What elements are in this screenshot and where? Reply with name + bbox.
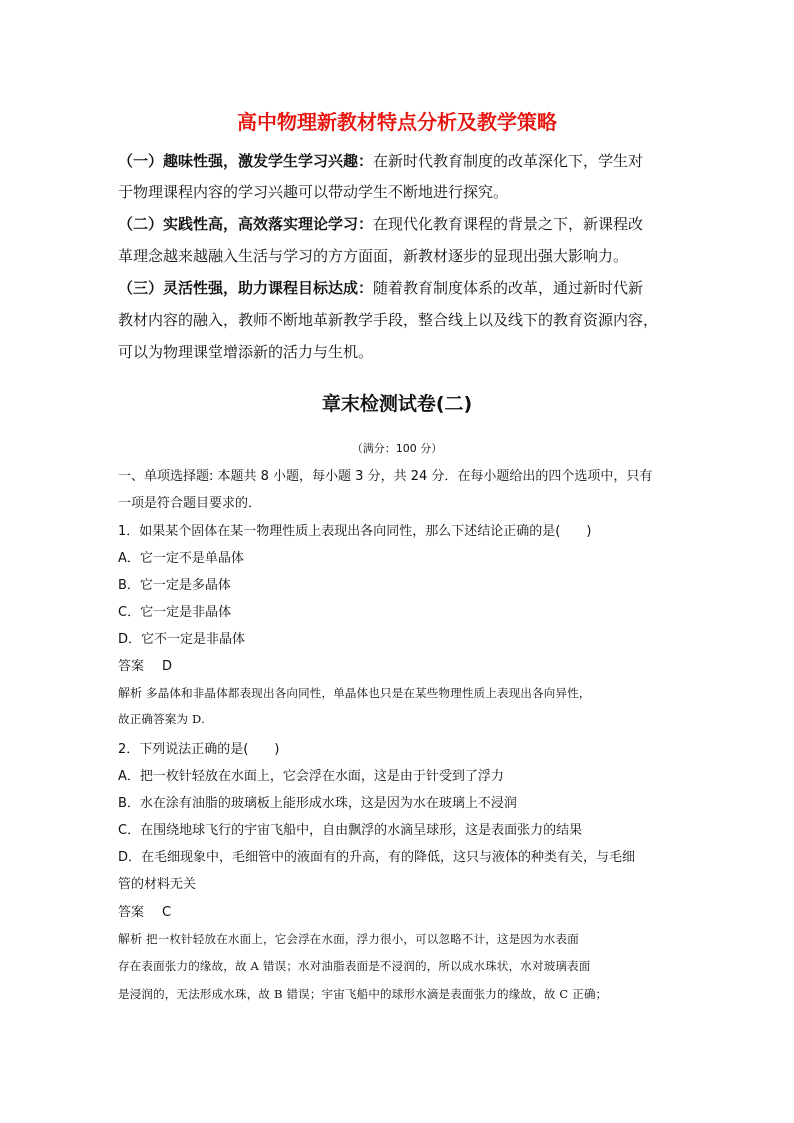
question-2-option-d: D．在毛细现象中，毛细管中的液面有的升高，有的降低，这只与液体的种类有关，与毛细 [118,850,636,865]
intro-paragraph-3 [118,277,643,298]
exam-score: （满分：100 分） [351,442,443,455]
question-2-option-d-cont: 管的材料无关 [118,877,197,892]
question-1-option-c: C．它一定是非晶体 [118,605,232,620]
intro-paragraph-2 [118,213,643,234]
intro-paragraph-1 [118,150,643,171]
page-title: 高中物理新教材特点分析及教学策略 [237,110,557,134]
question-1-option-d: D．它不一定是非晶体 [118,632,246,647]
question-1-option-a: A．它一定不是单晶体 [118,551,244,566]
question-2-answer [118,901,171,920]
question-1-answer [118,655,172,674]
question-2-option-a: A．把一枚针轻放在水面上，它会浮在水面，这是由于针受到了浮力 [118,769,504,784]
question-2-option-c: C．在围绕地球飞行的宇宙飞船中，自由飘浮的水滴呈球形，这是表面张力的结果 [118,823,583,838]
intro-line: 于物理课程内容的学习兴趣可以带动学生不断地进行探究。 [118,183,509,201]
intro-heading-2: （二）实践性高，高效落实理论学习： [118,215,374,233]
answer-label: 答案 [118,659,145,674]
question-2-explanation-cont: 是浸润的，无法形成水珠，故 B 错误；宇宙飞船中的球形水滴是表面张力的缘故，故 C 正确； [118,987,608,1001]
question-2-option-b: B．水在涂有油脂的玻璃板上能形成水珠，这是因为水在玻璃上不浸润 [118,796,517,811]
question-1-explanation [118,684,591,701]
question-1-option-b: B．它一定是多晶体 [118,578,231,593]
exam-title: 章末检测试卷(二) [321,393,473,415]
question-2-explanation-cont: 存在表面张力的缘故，故 A 错误；水对油脂表面是不浸润的，所以成水珠状，水对玻璃表面 [118,959,591,973]
question-1-stem: 1．如果某个固体在某一物理性质上表现出各向同性，那么下述结论正确的是( ) [118,524,592,539]
explain-text: 多晶体和非晶体都表现出各向同性，单晶体也只是在某些物理性质上表现出各向异性， [146,686,591,700]
question-2-explanation [118,930,579,947]
question-1-explanation-cont: 故正确答案为 D. [118,712,205,726]
intro-text-2: 在现代化教育课程的背景之下，新课程改 [373,215,644,233]
intro-line: 革理念越来越融入生活与学习的方方面面，新教材逐步的显现出强大影响力。 [118,247,629,265]
explain-label: 解析 [118,686,143,700]
explain-text: 把一枚针轻放在水面上，它会浮在水面，浮力很小，可以忽略不计，这是因为水表面 [146,932,579,946]
intro-text-3: 随着教育制度体系的改革，通过新时代新 [373,279,644,297]
intro-line: 教材内容的融入，教师不断地革新教学手段，整合线上以及线下的教育资源内容， [118,311,659,329]
section-heading: 一、单项选择题: 本题共 8 小题，每小题 3 分，共 24 分．在每小题给出的四个选项中，只有 [118,469,653,484]
intro-heading-1: （一）趣味性强，激发学生学习兴趣： [118,152,374,170]
section-heading-cont: 一项是符合题目要求的． [118,496,262,511]
intro-line: 可以为物理课堂增添新的活力与生机。 [118,343,374,361]
answer-value: D [162,659,173,674]
answer-label: 答案 [118,905,145,920]
question-2-stem: 2．下列说法正确的是( ) [118,742,280,757]
explain-label: 解析 [118,932,143,946]
intro-text-1: 在新时代教育制度的改革深化下，学生对 [373,152,644,170]
intro-heading-3: （三）灵活性强，助力课程目标达成： [118,279,374,297]
answer-value: C [162,905,172,920]
